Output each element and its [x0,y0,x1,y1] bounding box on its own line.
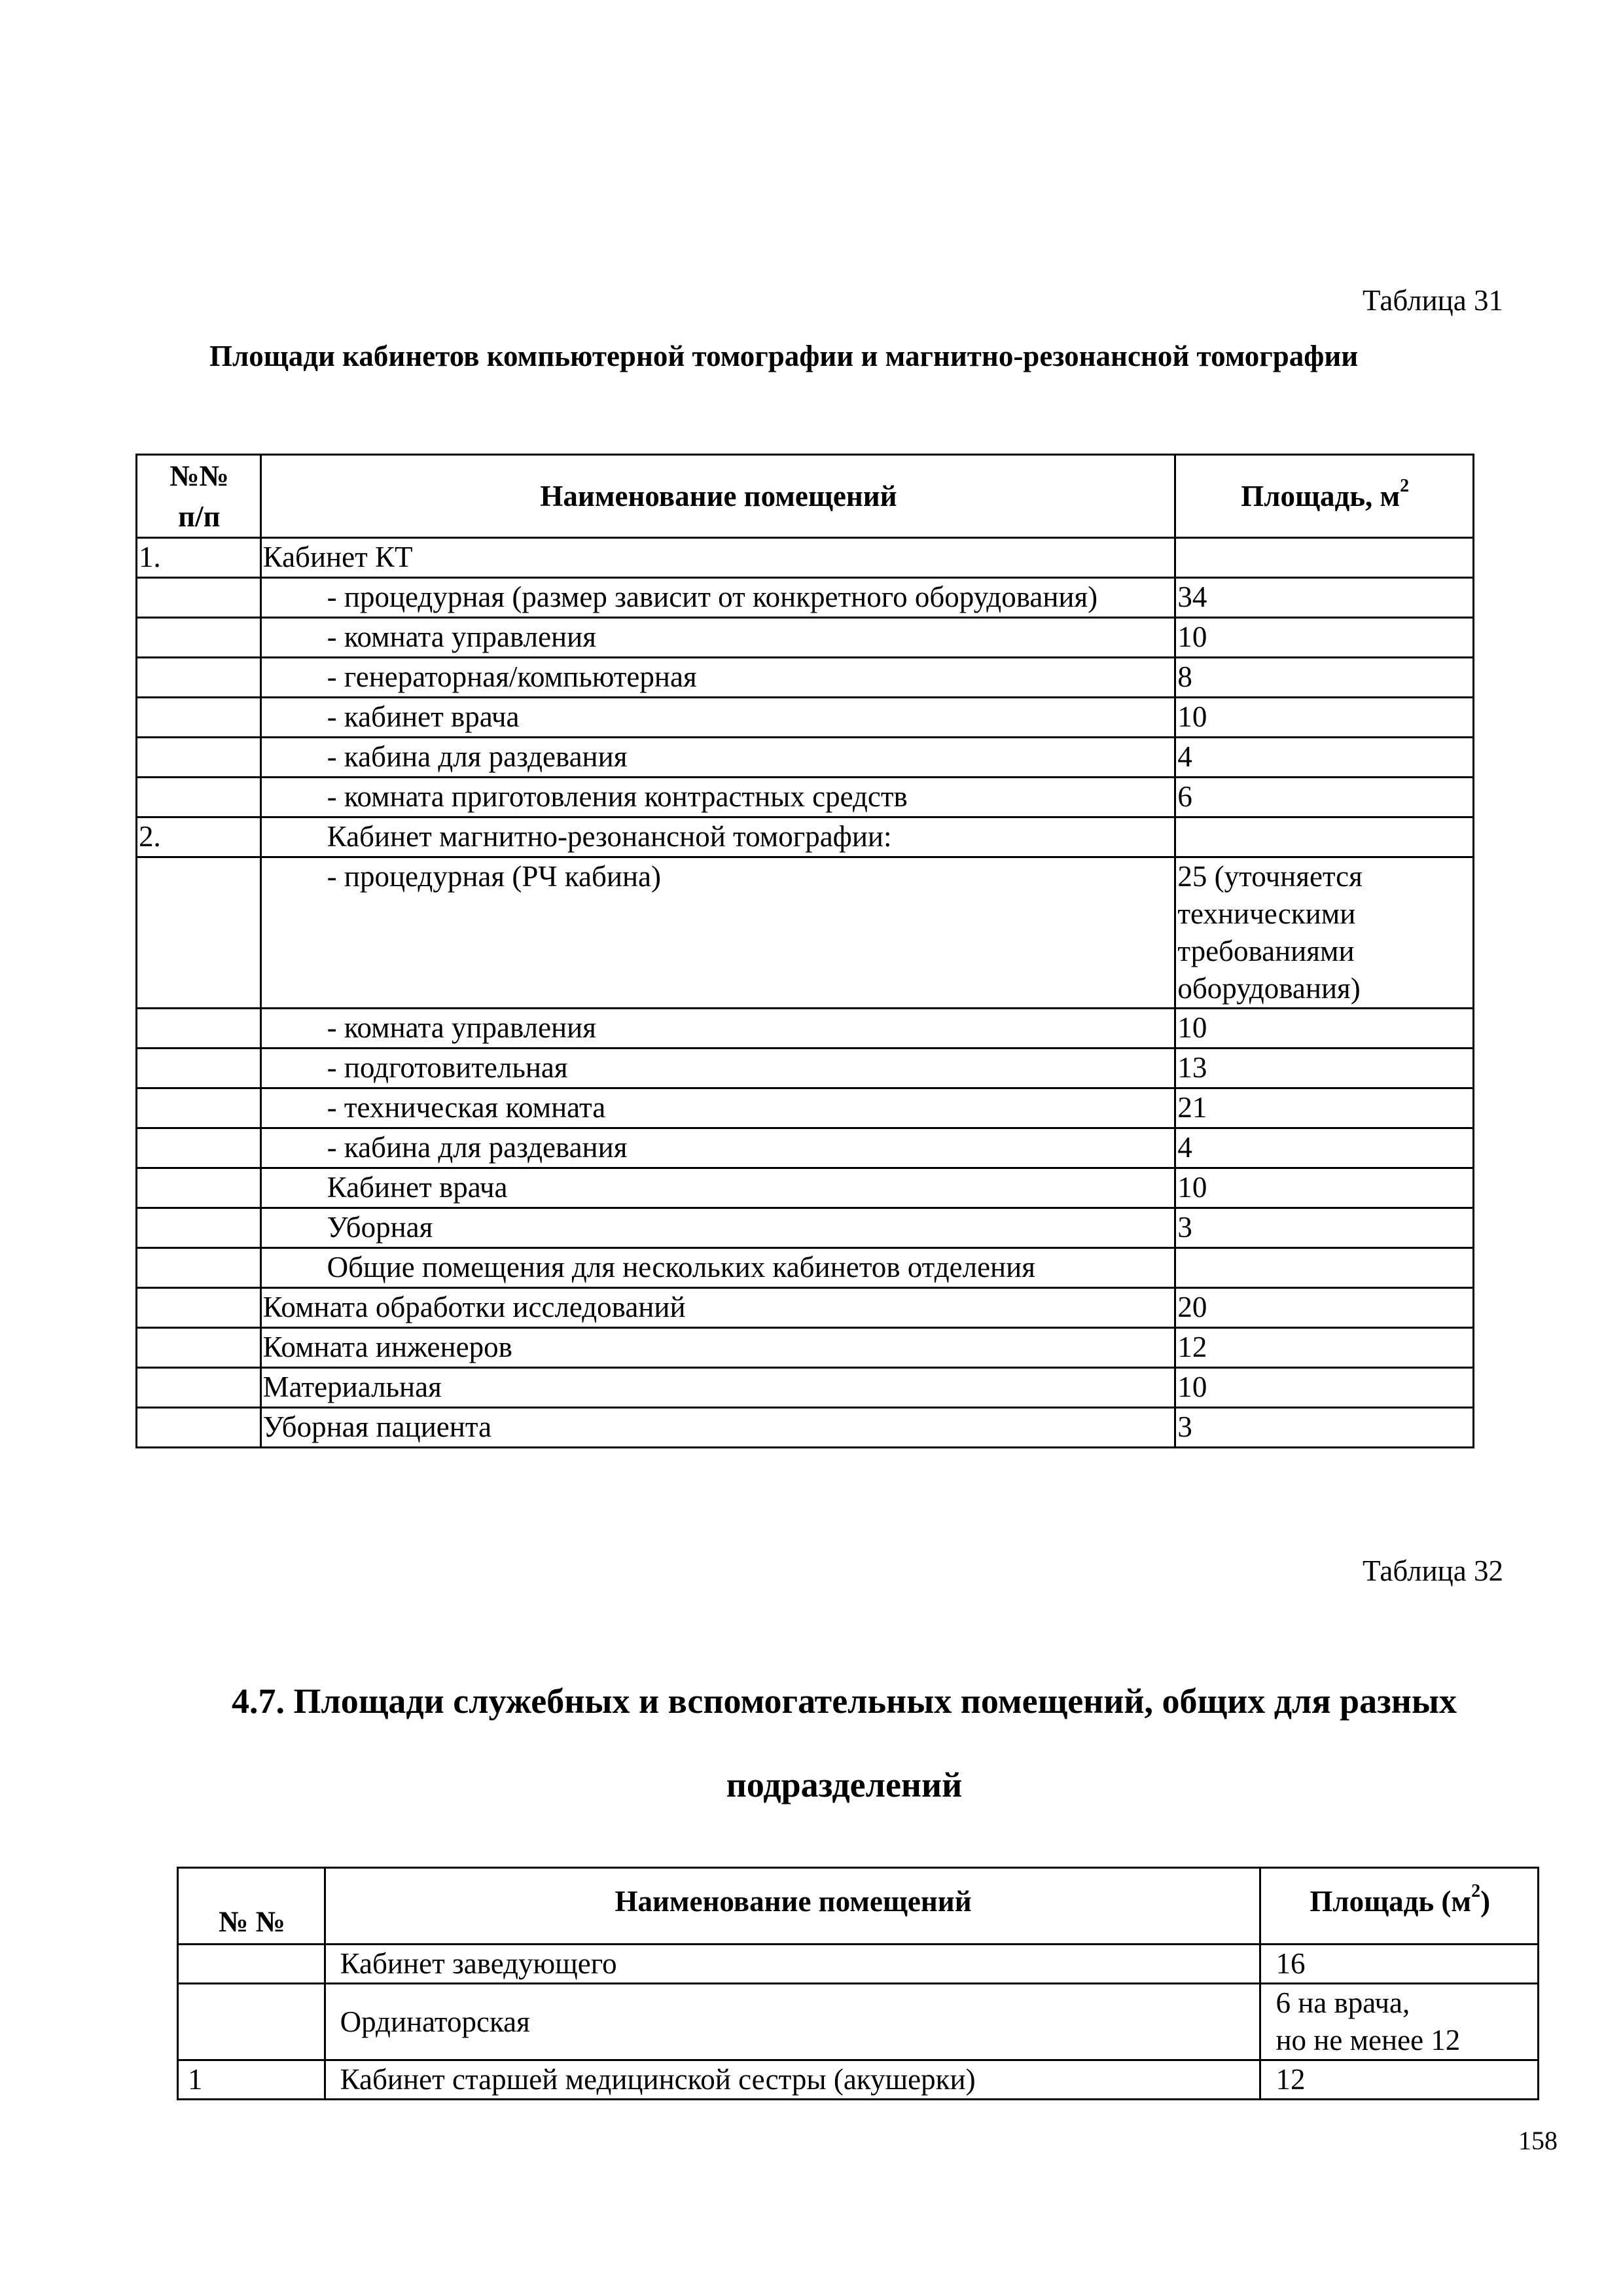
table-row [137,1248,1474,1288]
row-number [137,1128,261,1168]
room-area: 25 (уточняется техническими требованиями оборудования) [1175,857,1474,1009]
row-number [137,1088,261,1128]
table-row [137,1328,1474,1368]
row-number [137,578,261,618]
table-32-caption: Таблица 32 [1363,1554,1503,1587]
header-number-line2: п/п [178,500,221,533]
room-name: - комната приготовления контрастных средств [260,778,1175,817]
header-room-name: Наименование помещений [260,455,1175,538]
table-row [137,857,1474,1009]
table-31-caption: Таблица 31 [1363,284,1503,317]
room-name: Кабинет КТ [260,538,1175,578]
room-name: - кабина для раздевания [260,738,1175,778]
row-number [137,738,261,778]
room-name: Уборная пациента [260,1408,1175,1448]
room-area [1260,1945,1539,1984]
room-name: Кабинет врача [260,1168,1175,1208]
header-area [1260,1868,1539,1945]
table-31-body [137,538,1474,1448]
row-number [137,1009,261,1049]
row-number [137,658,261,698]
room-area: 4 [1175,738,1474,778]
room-area: 12 [1175,1328,1474,1368]
row-number [137,1368,261,1408]
section-4-7-title [164,1659,1525,1827]
table-row [178,2060,1539,2100]
row-number [137,857,261,1009]
table-31-title: Площади кабинетов компьютерной томографии и магнитно-резонансной томографии [209,340,1359,372]
row-number: 1. [137,538,261,578]
header-number: № № [178,1868,325,1945]
table-row [137,1049,1474,1088]
row-number [137,1208,261,1248]
room-area [1260,1984,1539,2060]
row-number [137,1408,261,1448]
room-area-line1: 16 [1275,1947,1306,1980]
room-area-line1: 6 на врача, [1275,1986,1410,2019]
table-row [137,817,1474,857]
row-number [137,618,261,658]
room-name: - генераторная/компьютерная [260,658,1175,698]
table-row [178,1984,1539,2060]
room-name: Общие помещения для нескольких кабинетов отделения [260,1248,1175,1288]
room-area: 34 [1175,578,1474,618]
room-area: 10 [1175,1009,1474,1049]
row-number [137,778,261,817]
table-row [137,1208,1474,1248]
table-row [137,738,1474,778]
header-area-label: Площадь, м [1241,480,1400,512]
room-area: 3 [1175,1408,1474,1448]
table-row [137,1288,1474,1328]
section-title-line2: подразделений [726,1765,963,1804]
header-area-label: Площадь (м [1310,1885,1472,1918]
table-row [178,1945,1539,1984]
room-name: Кабинет магнитно-резонансной томографии: [260,817,1175,857]
table-row [137,1088,1474,1128]
table-row [137,658,1474,698]
room-area: 4 [1175,1128,1474,1168]
table-row [137,1408,1474,1448]
room-name: - комната управления [260,1009,1175,1049]
table-32-body [178,1945,1539,2100]
table-32 [177,1867,1539,2100]
table-row [137,538,1474,578]
header-area-superscript: 2 [1471,1881,1481,1901]
row-number [178,1984,325,2060]
room-name: - комната управления [260,618,1175,658]
table-row [137,618,1474,658]
room-area: 13 [1175,1049,1474,1088]
room-name: Кабинет заведующего [325,1945,1260,1984]
room-area: 10 [1175,618,1474,658]
room-area-line1: 12 [1275,2063,1306,2096]
header-area-superscript: 2 [1400,476,1410,496]
room-area-line2: но не менее 12 [1275,2024,1461,2056]
row-number [137,698,261,738]
header-area-suffix: ) [1480,1885,1491,1918]
room-name: Материальная [260,1368,1175,1408]
room-area [1260,2060,1539,2100]
room-name: Ординаторская [325,1984,1260,2060]
room-name: - кабинет врача [260,698,1175,738]
room-area: 3 [1175,1208,1474,1248]
row-number [137,1248,261,1288]
room-area: 10 [1175,1368,1474,1408]
row-number [137,1288,261,1328]
row-number [137,1049,261,1088]
table-row [137,1009,1474,1049]
room-area: 6 [1175,778,1474,817]
row-number [178,1945,325,1984]
room-name: Уборная [260,1208,1175,1248]
header-number-line1: №№ [169,459,229,492]
room-area [1175,1248,1474,1288]
room-name: Комната инженеров [260,1328,1175,1368]
room-area: 21 [1175,1088,1474,1128]
room-name: Кабинет старшей медицинской сестры (акушерки) [325,2060,1260,2100]
table-row [137,778,1474,817]
table-31-header-row [137,455,1474,538]
room-area: 10 [1175,1168,1474,1208]
table-32-header-row [178,1868,1539,1945]
table-row [137,698,1474,738]
room-name: - кабина для раздевания [260,1128,1175,1168]
table-row [137,578,1474,618]
table-31 [135,454,1474,1448]
room-name: - техническая комната [260,1088,1175,1128]
row-number [137,1168,261,1208]
header-room-name: Наименование помещений [325,1868,1260,1945]
section-title-line1: 4.7. Площади служебных и вспомогательных помещений, общих для разных [231,1681,1457,1721]
header-number [137,455,261,538]
table-row [137,1368,1474,1408]
row-number: 2. [137,817,261,857]
room-area: 8 [1175,658,1474,698]
row-number [137,1328,261,1368]
header-area [1175,455,1474,538]
page-number: 158 [1518,2126,1558,2155]
table-row [137,1128,1474,1168]
table-row [137,1168,1474,1208]
room-area [1175,538,1474,578]
room-name: - процедурная (РЧ кабина) [260,857,1175,1009]
room-area: 20 [1175,1288,1474,1328]
room-name: - процедурная (размер зависит от конкретного оборудования) [260,578,1175,618]
room-name: - подготовительная [260,1049,1175,1088]
room-area [1175,817,1474,857]
room-area: 10 [1175,698,1474,738]
row-number: 1 [178,2060,325,2100]
room-name: Комната обработки исследований [260,1288,1175,1328]
